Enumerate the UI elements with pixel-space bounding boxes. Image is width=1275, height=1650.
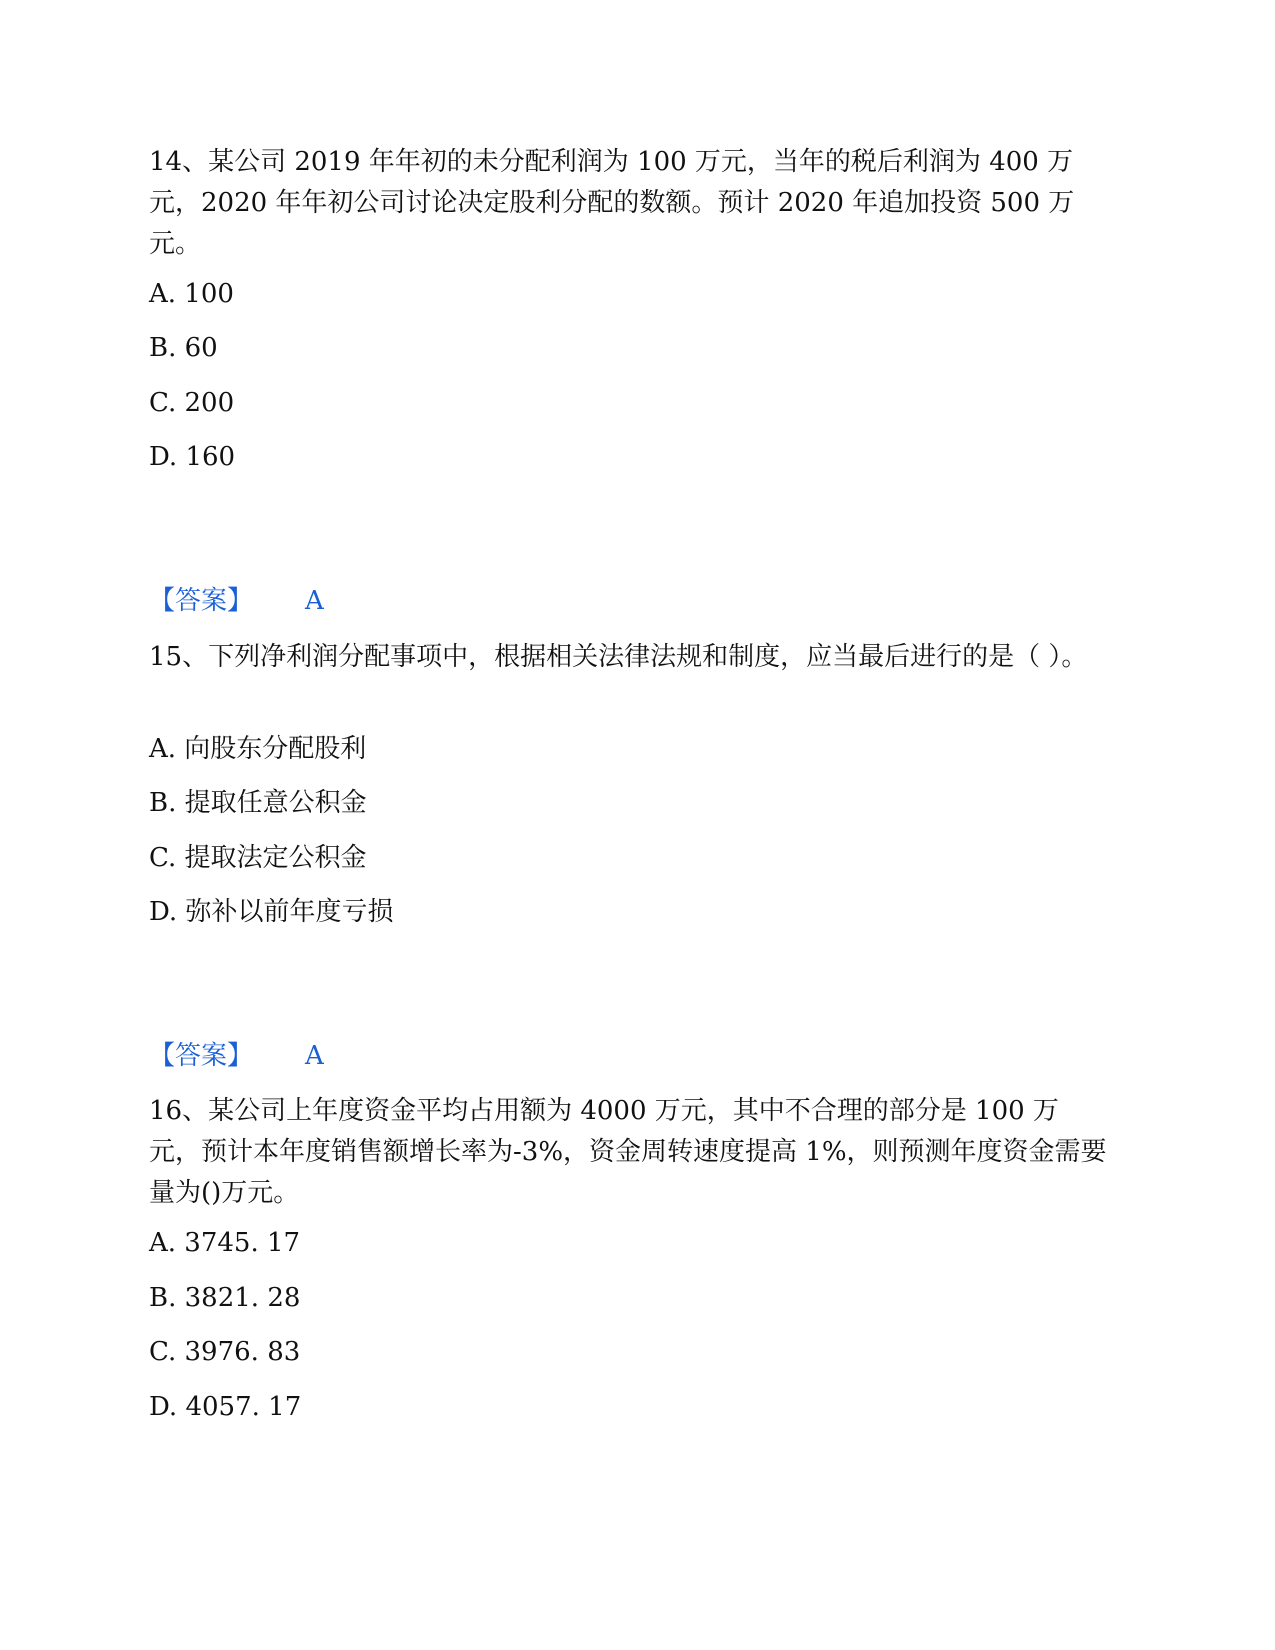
question-15-answer [149,1039,324,1073]
question-15-option-c: C. 提取法定公积金 [149,843,367,873]
question-14-option-b: B. 60 [149,333,218,363]
question-16-option-c: C. 3976. 83 [149,1337,301,1367]
question-16-option-a: A. 3745. 17 [149,1228,301,1258]
answer-label: 【答案】 [149,1041,254,1071]
question-15-option-d: D. 弥补以前年度亏损 [149,897,394,927]
question-15-stem: 15、下列净利润分配事项中，根据相关法律法规和制度，应当最后进行的是（ ）。 [149,642,1088,672]
answer-value: A [305,586,324,616]
question-15-option-b: B. 提取任意公积金 [149,788,367,818]
question-14-option-c: C. 200 [149,388,235,418]
question-14-option-a: A. 100 [149,279,234,309]
question-14-stem: 14、某公司 2019 年年初的未分配利润为 100 万元，当年的税后利润为 400 万元，2020 年年初公司讨论决定股利分配的数额。预计 2020 年追加投资 500 万元。 [149,147,1075,259]
question-14-answer [149,584,324,618]
question-15-option-a: A. 向股东分配股利 [149,734,367,764]
answer-value: A [305,1041,324,1071]
question-16-option-b: B. 3821. 28 [149,1283,301,1313]
question-16-option-d: D. 4057. 17 [149,1392,302,1422]
question-16-stem: 16、某公司上年度资金平均占用额为 4000 万元，其中不合理的部分是 100 万元，预计本年度销售额增长率为-3%，资金周转速度提高 1%，则预测年度资金需要量为()万元。 [149,1096,1107,1208]
answer-label: 【答案】 [149,586,254,616]
question-14-option-d: D. 160 [149,442,236,472]
